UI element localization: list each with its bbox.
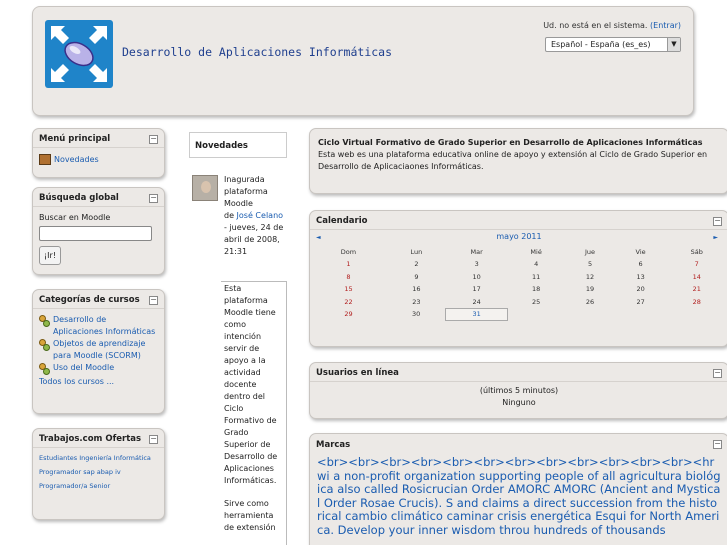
search-button[interactable]: ¡Ir! [39, 246, 61, 265]
calendar-day[interactable]: 17 [472, 285, 481, 294]
category-item[interactable] [39, 314, 158, 337]
category-icon [39, 363, 50, 374]
search-label: Buscar en Moodle [39, 213, 111, 222]
calendar-day[interactable]: 14 [692, 272, 701, 281]
category-link[interactable]: Objetos de aprendizaje para Moodle (SCORM) [53, 339, 146, 360]
weekday: Dom [340, 248, 357, 256]
calendar-day[interactable]: 3 [474, 260, 479, 269]
job-link[interactable]: Estudiantes Ingeniería Informática [39, 454, 151, 462]
tags-title: Marcas [316, 440, 351, 450]
login-status: Ud. no está en el sistema. [543, 21, 648, 30]
all-courses-link[interactable]: Todos los cursos ... [39, 377, 115, 386]
collapse-icon[interactable]: − [150, 193, 157, 202]
weekday: Lun [410, 248, 423, 256]
weekday: Mié [530, 248, 542, 256]
calendar-day[interactable]: 27 [636, 297, 645, 306]
categories-block [32, 289, 165, 414]
calendar-day[interactable]: 22 [344, 297, 353, 306]
course-intro-title: Ciclo Virtual Formativo de Grado Superior en Desarrollo de Aplicaciones Informáticas [318, 138, 703, 147]
category-item[interactable] [39, 362, 158, 374]
calendar-day[interactable]: 9 [414, 272, 419, 281]
tag-cloud[interactable]: <br><br><br><br><br><br><br><br><br><br><br><br><hr wi a non-profit organization supporting people of all agricultura biológica also called Rosicrucian Order AMORC AMORC (Ancient and Mystical Order Rosae Crucis). S and claims a direct succession from the historical cambio climático caminar crisis energética Esqui for North America. Develop your inner wisdom throu hundreds of thousands [317, 455, 721, 537]
calendar-day[interactable]: 19 [585, 285, 595, 294]
calendar-day [615, 308, 666, 321]
news-paragraph: Sirve como herramienta de extensión [224, 499, 276, 532]
divider [221, 281, 287, 282]
collapse-icon[interactable]: − [150, 434, 157, 443]
collapse-icon[interactable]: − [150, 134, 157, 143]
calendar-day[interactable]: 25 [531, 297, 541, 306]
avatar[interactable] [192, 175, 218, 201]
main-menu-block [32, 128, 165, 178]
weekday: Vie [635, 248, 646, 256]
calendar-day[interactable]: 24 [472, 297, 481, 306]
calendar-title: Calendario [310, 211, 727, 230]
divider [189, 157, 287, 158]
category-icon [39, 315, 50, 326]
search-input[interactable] [39, 226, 152, 241]
site-logo[interactable] [45, 20, 113, 88]
news-meta [224, 174, 284, 258]
divider [286, 281, 287, 545]
calendar-day[interactable]: 23 [412, 297, 421, 306]
tags-block [309, 433, 727, 545]
calendar-day [565, 308, 615, 321]
calendar-day[interactable]: 16 [412, 285, 421, 294]
news-icon [39, 154, 51, 165]
logo-icon [45, 20, 113, 88]
language-select[interactable] [545, 37, 681, 52]
news-paragraph: Esta plataforma Moodle tiene como intención servir de apoyo a la actividad docente dentro del Ciclo Formativo de Grado Superior de Desarrollo de Aplicaciones Informáticas. [224, 284, 278, 485]
calendar-day[interactable]: 2 [414, 260, 419, 269]
collapse-icon[interactable]: − [714, 439, 721, 448]
calendar-day[interactable]: 18 [531, 285, 541, 294]
job-link[interactable]: Programador sap abap iv [39, 468, 121, 476]
login-link[interactable]: (Entrar) [650, 21, 681, 30]
weekday: Mar [470, 248, 483, 256]
online-users-status: Ninguno [502, 398, 536, 407]
jobs-title: Trabajos.com Ofertas [33, 429, 164, 448]
calendar-day[interactable]: 12 [585, 272, 595, 281]
chevron-down-icon[interactable]: ▼ [667, 38, 680, 51]
calendar-day-today[interactable]: 31 [446, 308, 508, 321]
job-link[interactable]: Programador/a Senior [39, 482, 111, 490]
calendar-day[interactable]: 7 [694, 260, 699, 269]
course-intro-block [309, 128, 727, 194]
news-column [175, 128, 297, 545]
online-users-title: Usuarios en línea [310, 363, 727, 382]
calendar-day[interactable]: 1 [346, 260, 351, 269]
calendar-day[interactable]: 26 [585, 297, 595, 306]
calendar-day[interactable]: 10 [472, 272, 481, 281]
site-title[interactable]: Desarrollo de Aplicaciones Informáticas [122, 45, 393, 59]
category-item[interactable] [39, 338, 158, 361]
collapse-icon[interactable]: − [714, 368, 721, 377]
calendar-day[interactable]: 8 [346, 272, 351, 281]
news-date: - jueves, 24 de abril de 2008, 21:31 [224, 223, 284, 256]
collapse-icon[interactable]: − [714, 216, 721, 225]
calendar-day[interactable]: 30 [412, 310, 421, 319]
weekday: Jue [584, 248, 596, 256]
news-subject: Inagurada plataforma Moodle [224, 175, 268, 208]
category-link[interactable]: Desarrollo de Aplicaciones Informáticas [53, 315, 156, 336]
author-link[interactable]: José Celano [236, 211, 284, 220]
language-value: Español - España (es_es) [551, 40, 651, 49]
calendar-day[interactable]: 6 [638, 260, 643, 269]
main-menu-title: Menú principal [33, 129, 164, 148]
search-title: Búsqueda global [33, 188, 164, 207]
online-users-period: (últimos 5 minutos) [479, 386, 559, 395]
weekday: Sáb [690, 248, 703, 256]
news-body [224, 283, 284, 545]
calendar-day[interactable]: 11 [531, 272, 541, 281]
calendar-table [310, 246, 727, 321]
collapse-icon[interactable]: − [150, 295, 157, 304]
online-users-block [309, 362, 727, 419]
categories-title: Categorías de cursos [33, 290, 164, 309]
calendar-day [507, 308, 564, 321]
login-info [543, 21, 681, 30]
calendar-day[interactable]: 15 [344, 285, 353, 294]
calendar-month[interactable]: mayo 2011 [496, 232, 542, 241]
calendar-day[interactable]: 29 [344, 310, 353, 319]
next-month-icon[interactable]: ► [713, 234, 718, 241]
search-block [32, 187, 165, 275]
menu-item-novedades[interactable] [39, 154, 158, 165]
page-header [32, 6, 694, 116]
calendar-day[interactable]: 4 [534, 260, 539, 269]
calendar-block [309, 210, 727, 347]
news-by: de [224, 211, 234, 220]
news-title: Novedades [189, 132, 287, 157]
calendar-day[interactable]: 21 [692, 285, 701, 294]
calendar-day[interactable]: 28 [692, 297, 701, 306]
calendar-day[interactable]: 20 [636, 285, 645, 294]
calendar-day [666, 308, 727, 321]
course-intro-text: Esta web es una plataforma educativa online de apoyo y extensión al Ciclo de Grado Superior en Desarrollo de Aplicaciaones Informáticas. [318, 150, 708, 171]
category-icon [39, 339, 50, 350]
category-link[interactable]: Uso del Moodle [53, 363, 115, 372]
jobs-block [32, 428, 165, 520]
calendar-day[interactable]: 5 [587, 260, 593, 269]
prev-month-icon[interactable]: ◄ [316, 234, 321, 241]
calendar-day[interactable]: 13 [636, 272, 645, 281]
menu-item-label[interactable]: Novedades [54, 155, 99, 164]
